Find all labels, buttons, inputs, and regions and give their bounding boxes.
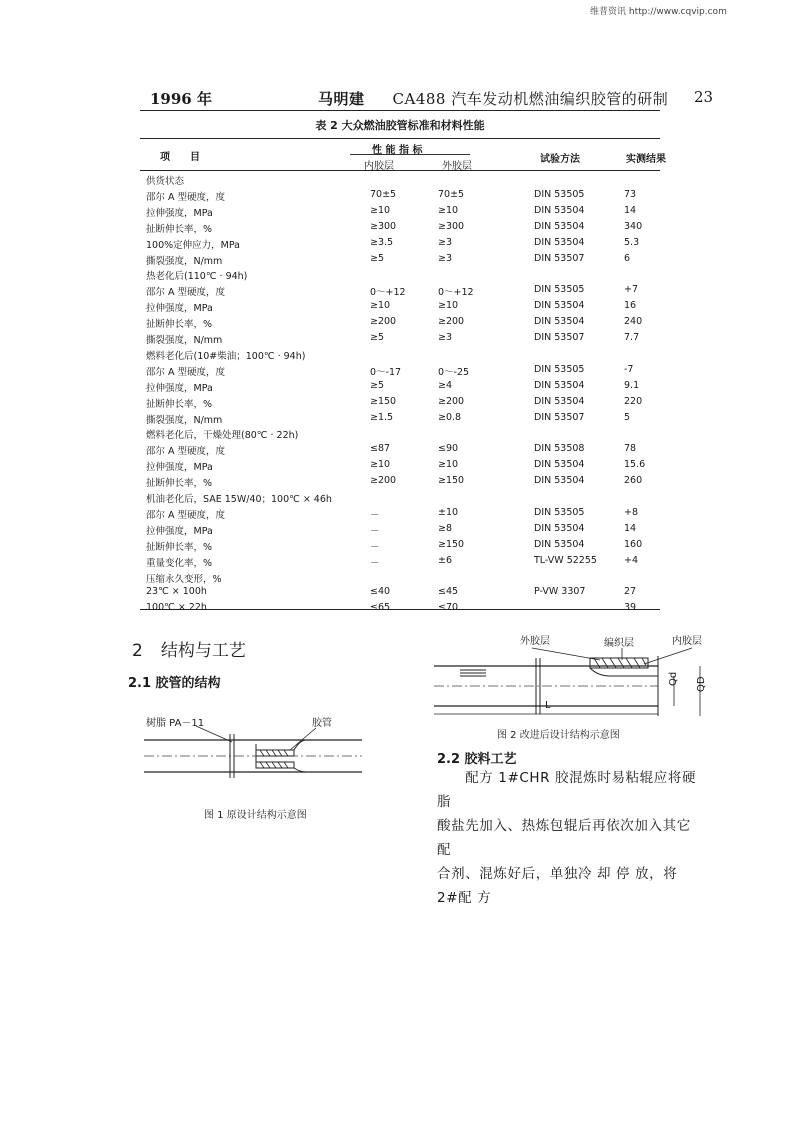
paragraph-line: 配方 1#CHR 胶混炼时易粘辊应将硬脂 (437, 770, 697, 810)
cell-result: 73 (624, 188, 637, 200)
cell-inner: ≥200 (370, 316, 397, 328)
cell-method: DIN 53507 (534, 252, 585, 264)
header-year: 1996 年 (150, 90, 212, 108)
cell-method: DIN 53504 (534, 220, 585, 232)
cell-method: DIN 53504 (534, 300, 585, 312)
th-item: 项 目 (160, 152, 200, 163)
table-row (146, 237, 660, 252)
cell-inner: ≥10 (370, 300, 391, 312)
cell-item: 扯断伸长率，% (146, 478, 213, 490)
cell-item: 热老化后(110℃ · 94h) (146, 271, 248, 283)
cell-method: DIN 53505 (534, 188, 585, 200)
cell-item: 撕裂强度，N/mm (146, 414, 223, 426)
cell-method: DIN 53504 (534, 395, 585, 407)
cell-result: 39 (624, 602, 637, 614)
cell-outer: ≥3 (438, 252, 453, 264)
table-row (146, 539, 660, 554)
cell-outer: ≥150 (438, 538, 465, 550)
cell-item: 扯断伸长率，% (146, 398, 213, 410)
cell-method: DIN 53504 (534, 538, 585, 550)
cell-result: 78 (624, 443, 637, 455)
cell-outer: ≤45 (438, 586, 459, 598)
cell-result: 16 (624, 300, 637, 312)
table-row (146, 586, 660, 601)
body-paragraph (437, 766, 697, 910)
cell-inner: ≥300 (370, 220, 397, 232)
cell-result: 5.3 (624, 236, 640, 248)
cell-item: 拉伸强度，MPa (146, 525, 213, 537)
cell-result: -7 (624, 363, 634, 375)
cell-result: +7 (624, 284, 639, 296)
table-row (146, 253, 660, 268)
table-top-rule (140, 138, 660, 139)
cell-outer: ≥3 (438, 236, 453, 248)
cell-item: 100%定伸应力，MPa (146, 239, 240, 251)
table-row (146, 443, 660, 458)
cell-outer: ≥10 (438, 459, 459, 471)
table-row (146, 475, 660, 490)
th-performance-rule (350, 154, 470, 155)
cell-method: P-VW 3307 (534, 586, 586, 598)
cell-outer: 0～+12 (438, 287, 474, 299)
cell-result: 14 (624, 522, 637, 534)
cell-item: 邵尔 A 型硬度，度 (146, 287, 226, 299)
cell-outer: ±6 (438, 554, 453, 566)
cell-outer: ≥3 (438, 332, 453, 343)
figure-2-label-QD: QD (696, 676, 707, 692)
figure-1-caption: 图 1 原设计结构示意图 (204, 810, 307, 821)
figure-1-label-hose: 胶管 (312, 718, 332, 729)
cell-outer: ≥300 (438, 220, 465, 232)
cell-outer: ≥0.8 (438, 411, 462, 423)
table-row (146, 523, 660, 538)
cell-outer: ≤90 (438, 443, 459, 455)
cell-item: 压缩永久变形，% (146, 573, 222, 585)
table-row (146, 412, 660, 427)
cell-outer: ≥150 (438, 475, 465, 487)
cell-item: 撕裂强度，N/mm (146, 255, 223, 267)
header-page-number: 23 (694, 88, 714, 106)
table-caption: 表 2 大众燃油胶管标准和材料性能 (315, 119, 485, 132)
table-row (146, 221, 660, 236)
cell-outer: ≤70 (438, 602, 459, 614)
cell-item: 邵尔 A 型硬度，度 (146, 446, 226, 458)
section-2-1-heading: 2.1 胶管的结构 (128, 676, 221, 691)
table-row (146, 396, 660, 411)
cell-result: +8 (624, 506, 639, 518)
table-row (146, 173, 660, 188)
cell-inner: ≥150 (370, 395, 397, 407)
cell-method: DIN 53504 (534, 459, 585, 471)
table-row (146, 491, 660, 506)
cell-inner: ≥5 (370, 379, 385, 391)
th-performance: 性 能 指 标 (372, 145, 423, 156)
cell-method: DIN 53504 (534, 522, 585, 534)
cell-outer: 70±5 (438, 188, 465, 200)
table-row (146, 300, 660, 315)
cell-inner: ≤87 (370, 443, 391, 455)
table-row (146, 316, 660, 331)
cell-item: 拉伸强度，MPa (146, 207, 213, 219)
table-header-rule (140, 170, 660, 171)
cell-method: DIN 53504 (534, 316, 585, 328)
cell-inner: ≤65 (370, 602, 391, 614)
th-result: 实测结果 (626, 154, 666, 165)
cell-item: 燃料老化后(10#柴油；100℃ · 94h) (146, 350, 306, 362)
table-row (146, 348, 660, 363)
paragraph-line: 酸盐先加入、热炼包辊后再依次加入其它配 (437, 818, 691, 858)
cell-item: 邵尔 A 型硬度，度 (146, 366, 226, 378)
th-inner: 内胶层 (364, 161, 394, 172)
cell-outer: ≥200 (438, 395, 465, 407)
cell-result: 160 (624, 538, 643, 550)
cell-result: 6 (624, 252, 631, 264)
section-2-title: 结构与工艺 (160, 641, 246, 661)
th-method: 试验方法 (540, 154, 580, 165)
cell-method: DIN 53504 (534, 204, 585, 216)
table-row (146, 364, 660, 379)
cell-inner: － (370, 541, 380, 553)
cell-method: DIN 53504 (534, 379, 585, 391)
cell-item: 100℃ × 22h (146, 602, 207, 614)
cell-result: 7.7 (624, 332, 640, 343)
table-bottom-rule (140, 609, 660, 610)
cell-result: 240 (624, 316, 643, 328)
cell-item: 扯断伸长率，% (146, 541, 213, 553)
cell-inner: ≤40 (370, 586, 391, 598)
figure-2-label-L: L (545, 700, 551, 711)
cell-result: 15.6 (624, 459, 646, 471)
cell-result: 340 (624, 220, 643, 232)
cell-method: DIN 53504 (534, 236, 585, 248)
cell-outer: 0～-25 (438, 366, 470, 378)
table-row (146, 380, 660, 395)
table-row (146, 268, 660, 283)
table-row (146, 555, 660, 570)
cell-item: 燃料老化后，干燥处理(80℃ · 22h) (146, 430, 299, 442)
figure-2-label-Qd: Qd (668, 671, 679, 686)
cell-item: 邵尔 A 型硬度，度 (146, 191, 226, 203)
cell-item: 23℃ × 100h (146, 586, 207, 598)
table-row (146, 427, 660, 442)
section-2-heading (132, 636, 246, 661)
cell-inner: ≥5 (370, 252, 385, 264)
cell-result: 260 (624, 475, 643, 487)
cell-method: TL-VW 52255 (534, 554, 597, 566)
figure-2-caption: 图 2 改进后设计结构示意图 (497, 730, 620, 741)
cell-outer: ±10 (438, 506, 459, 518)
cell-inner: ≥5 (370, 332, 385, 343)
cell-outer: ≥200 (438, 316, 465, 328)
cell-item: 邵尔 A 型硬度，度 (146, 509, 226, 521)
header-title-block (318, 88, 668, 109)
table-row (146, 205, 660, 220)
figure-1-label-resin: 树脂 PA－11 (146, 718, 205, 729)
cell-method: DIN 53508 (534, 443, 585, 455)
cell-inner: ≥1.5 (370, 411, 394, 423)
section-2-number: 2 (132, 641, 143, 661)
figure-2-label-braid: 编织层 (604, 638, 634, 649)
cell-inner: 70±5 (370, 188, 397, 200)
th-outer: 外胶层 (442, 161, 472, 172)
cell-result: 5 (624, 411, 631, 423)
cell-inner: － (370, 509, 380, 521)
cell-method: DIN 53504 (534, 475, 585, 487)
cell-inner: － (370, 525, 380, 537)
cell-inner: 0～-17 (370, 366, 402, 378)
table-row (146, 571, 660, 586)
table-row (146, 284, 660, 299)
cell-inner: ≥3.5 (370, 236, 394, 248)
cell-method: DIN 53505 (534, 363, 585, 375)
figure-1-diagram (140, 720, 370, 790)
header-author: 马明建 (318, 90, 365, 108)
header-title: CA488 汽车发动机燃油编织胶管的研制 (392, 90, 669, 108)
cell-outer: ≥8 (438, 522, 453, 534)
table-row (146, 507, 660, 522)
cell-item: 拉伸强度，MPa (146, 303, 213, 315)
cell-inner: 0～+12 (370, 287, 406, 299)
cell-inner: ≥200 (370, 475, 397, 487)
figure-2-label-outer: 外胶层 (520, 636, 550, 647)
table-row (146, 459, 660, 474)
cell-outer: ≥10 (438, 300, 459, 312)
table-row (146, 332, 660, 347)
cell-item: 供货状态 (146, 176, 185, 187)
cell-method: DIN 53507 (534, 332, 585, 343)
cell-inner: ≥10 (370, 459, 391, 471)
table-row (146, 189, 660, 204)
cell-outer: ≥10 (438, 204, 459, 216)
watermark: 维普资讯 http://www.cqvip.com (590, 7, 727, 17)
cell-inner: － (370, 557, 380, 569)
figure-2-label-inner: 内胶层 (672, 636, 702, 647)
header-rule (140, 110, 660, 111)
cell-item: 扯断伸长率，% (146, 223, 213, 235)
cell-method: DIN 53507 (534, 411, 585, 423)
paragraph-line: 合剂、混炼好后，单独冷 却 停 放，将 2#配 方 (437, 866, 678, 906)
cell-result: 9.1 (624, 379, 640, 391)
cell-method: DIN 53505 (534, 284, 585, 296)
cell-method: DIN 53505 (534, 506, 585, 518)
cell-item: 撕裂强度，N/mm (146, 335, 223, 346)
cell-outer: ≥4 (438, 379, 453, 391)
cell-result: 14 (624, 204, 637, 216)
cell-result: 27 (624, 586, 637, 598)
section-2-2-heading: 2.2 胶料工艺 (437, 752, 517, 767)
cell-result: 220 (624, 395, 643, 407)
cell-item: 扯断伸长率，% (146, 319, 213, 331)
cell-result: +4 (624, 554, 639, 566)
cell-inner: ≥10 (370, 204, 391, 216)
cell-item: 重量变化率，% (146, 557, 213, 569)
cell-item: 机油老化后，SAE 15W/40；100℃ × 46h (146, 494, 332, 505)
cell-item: 拉伸强度，MPa (146, 382, 213, 394)
cell-item: 拉伸强度，MPa (146, 462, 213, 474)
